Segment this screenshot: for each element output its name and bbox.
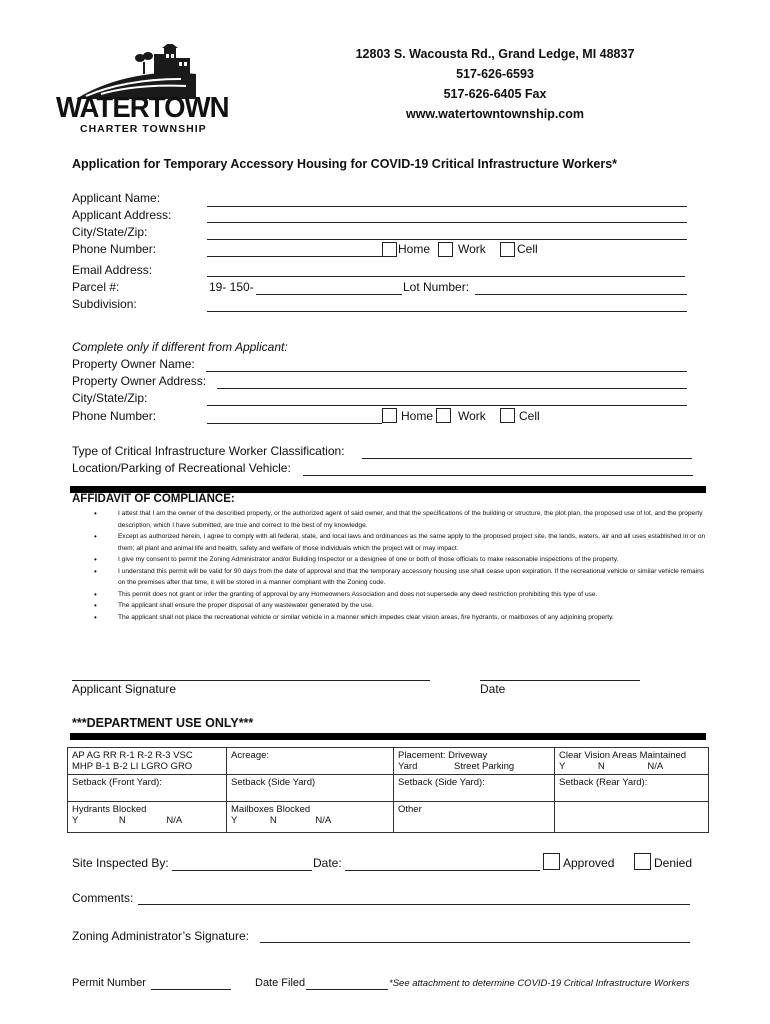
affidavit-item: • The applicant shall not place the recreational vehicle or similar vehicle in a manner which impedes clear vision areas, fire hydrants, or mailboxes of any adjoining property. [92, 612, 712, 624]
placement-street: Street Parking [454, 761, 515, 772]
applicant-city-label: City/State/Zip: [72, 225, 148, 239]
logo-name: WATERTOWN [56, 92, 229, 124]
applicant-cell-label: Cell [517, 242, 538, 256]
owner-name-field[interactable] [206, 371, 687, 372]
h-na: N/A [166, 815, 183, 826]
department-bar [70, 733, 706, 740]
acreage-cell[interactable] [227, 748, 394, 775]
zoning-signature-field[interactable] [260, 942, 690, 943]
subdivision-field[interactable] [207, 311, 687, 312]
affidavit-item: • I give my consent to permit the Zoning Administrator and/or Building Inspector or a designee of one or both of those officials to make reasonable inspections of the property. [92, 554, 712, 566]
setback-rear-label: Setback (Rear Yard): [559, 777, 648, 788]
department-heading: ***DEPARTMENT USE ONLY*** [72, 716, 254, 730]
h-no: N [118, 815, 126, 826]
parcel-field[interactable] [256, 294, 402, 295]
parcel-prefix: 19- 150- [209, 280, 254, 294]
applicant-work-label: Work [458, 242, 486, 256]
form-title: Application for Temporary Accessory Housing for COVID-19 Critical Infrastructure Workers* [72, 157, 618, 171]
placement-line-1: Placement: Driveway [398, 750, 488, 761]
affidavit-bar [70, 486, 706, 493]
applicant-work-checkbox[interactable] [438, 242, 453, 257]
owner-city-field[interactable] [207, 405, 687, 406]
setback-side2-label: Setback (Side Yard): [398, 777, 485, 788]
comments-label: Comments: [72, 891, 134, 905]
applicant-phone-field[interactable] [207, 256, 382, 257]
affidavit-item: • I attest that I am the owner of the described property, or the authorized agent of said owner, and that the specifications of the building or structure, the plot plan, the proposed use of lot, and the property description, which I have submitted, are true and correct to the best of my knowledge. [92, 508, 712, 531]
setback-side2-cell[interactable] [394, 775, 555, 802]
setback-side1-cell[interactable] [227, 775, 394, 802]
header-fax: 517-626-6405 Fax [443, 87, 547, 101]
clear-vision-cell[interactable] [555, 748, 709, 775]
applicant-email-field[interactable] [207, 276, 685, 277]
header-address: 12803 S. Wacousta Rd., Grand Ledge, MI 48837 [355, 47, 635, 61]
acreage-label: Acreage: [231, 750, 270, 761]
setback-side1-label: Setback (Side Yard) [231, 777, 316, 788]
applicant-signature-field[interactable] [72, 680, 430, 681]
placement-yard: Yard [398, 761, 418, 772]
denied-label: Denied [654, 856, 693, 870]
denied-checkbox[interactable] [634, 853, 651, 870]
h-yes: Y [72, 815, 79, 826]
parcel-label: Parcel #: [72, 280, 120, 294]
owner-work-label: Work [458, 409, 486, 423]
zones-line-2: MHP B-1 B-2 LI LGRO GRO [72, 761, 193, 772]
site-inspected-field[interactable] [172, 870, 312, 871]
setback-rear-cell[interactable] [555, 775, 709, 802]
blank-cell[interactable] [555, 802, 709, 833]
owner-address-field[interactable] [217, 388, 687, 389]
owner-cell-label: Cell [519, 409, 540, 423]
lot-number-field[interactable] [475, 294, 687, 295]
cv-na: N/A [647, 761, 664, 772]
permit-number-label: Permit Number [72, 977, 146, 989]
applicant-home-label: Home [398, 242, 431, 256]
hydrants-label: Hydrants Blocked [72, 804, 147, 815]
clear-vision-options [559, 761, 704, 772]
affidavit-heading: AFFIDAVIT OF COMPLIANCE: [72, 493, 235, 505]
owner-phone-field[interactable] [207, 423, 382, 424]
header-contact [330, 44, 660, 124]
applicant-signature-label: Applicant Signature [72, 682, 177, 696]
lot-number-label: Lot Number: [403, 280, 470, 294]
date-filed-field[interactable] [306, 989, 388, 990]
classification-label: Type of Critical Infrastructure Worker Classification: [72, 444, 345, 458]
subdivision-label: Subdivision: [72, 297, 137, 311]
applicant-address-field[interactable] [207, 222, 687, 223]
approved-checkbox[interactable] [543, 853, 560, 870]
affidavit-item: • I understand this permit will be valid for 90 days from the date of approval and that the temporary accessory housing use shall cease upon expiration. If the recreational vehicle or similar vehicle remains on the premises after that time, it will be stored in a manner compliant with the Zoning code. [92, 566, 712, 589]
affidavit-list [92, 508, 712, 623]
cv-yes: Y [559, 761, 566, 772]
other-cell[interactable] [394, 802, 555, 833]
hydrants-cell[interactable] [68, 802, 227, 833]
m-na: N/A [315, 815, 332, 826]
owner-home-checkbox[interactable] [382, 408, 397, 423]
owner-work-checkbox[interactable] [436, 408, 451, 423]
m-yes: Y [231, 815, 238, 826]
applicant-city-field[interactable] [207, 239, 687, 240]
footnote: *See attachment to determine COVID-19 Critical Infrastructure Workers [389, 978, 690, 989]
affidavit-item: • The applicant shall ensure the proper disposal of any wastewater generated by the use. [92, 600, 712, 612]
location-label: Location/Parking of Recreational Vehicle: [72, 461, 291, 475]
owner-name-label: Property Owner Name: [72, 357, 195, 371]
setback-front-cell[interactable] [68, 775, 227, 802]
placement-cell[interactable] [394, 748, 555, 775]
m-no: N [269, 815, 277, 826]
applicant-name-label: Applicant Name: [72, 191, 161, 205]
date-filed-label: Date Filed [255, 977, 306, 989]
cv-no: N [597, 761, 605, 772]
department-table [67, 747, 709, 833]
affidavit-item: • This permit does not grant or infer the granting of approval by any Homeowners Association and does not supersede any deed restriction prohibiting this type of use. [92, 589, 712, 601]
header-website: www.watertowntownship.com [405, 107, 584, 121]
hydrants-options [72, 815, 222, 826]
setback-front-label: Setback (Front Yard): [72, 777, 162, 788]
signature-date-field[interactable] [480, 680, 640, 681]
signature-date-label: Date [480, 682, 506, 696]
affidavit-item: • Except as authorized herein, I agree to comply with all federal, state, and local laws and ordinances as the same apply to the proposed project site, the lands, waters, air and all uses established in or on them; all plant and animal life and health, safety and welfare of those individuals which the project will or may impact. [92, 531, 712, 554]
township-logo [56, 44, 229, 136]
owner-address-label: Property Owner Address: [72, 374, 207, 388]
site-inspected-label: Site Inspected By: [72, 856, 169, 870]
logo-subtitle: CHARTER TOWNSHIP [80, 123, 207, 135]
approved-label: Approved [563, 856, 615, 870]
placement-line-2 [398, 761, 550, 772]
applicant-email-label: Email Address: [72, 263, 153, 277]
inspection-date-label: Date: [313, 856, 342, 870]
other-label: Other [398, 804, 422, 815]
zones-line-1: AP AG RR R-1 R-2 R-3 VSC [72, 750, 193, 761]
applicant-phone-label: Phone Number: [72, 242, 157, 256]
permit-number-field[interactable] [151, 989, 231, 990]
owner-note: Complete only if different from Applicant: [72, 340, 288, 354]
applicant-name-field[interactable] [207, 206, 687, 207]
owner-cell-checkbox[interactable] [500, 408, 515, 423]
mailboxes-cell[interactable] [227, 802, 394, 833]
applicant-address-label: Applicant Address: [72, 208, 172, 222]
mailboxes-label: Mailboxes Blocked [231, 804, 311, 815]
applicant-home-checkbox[interactable] [382, 242, 397, 257]
header-phone: 517-626-6593 [456, 67, 534, 81]
owner-city-label: City/State/Zip: [72, 391, 148, 405]
clear-vision-label: Clear Vision Areas Maintained [559, 750, 687, 761]
mailboxes-options [231, 815, 389, 826]
owner-home-label: Home [401, 409, 434, 423]
location-field[interactable] [303, 475, 693, 476]
zoning-districts-cell[interactable] [68, 748, 227, 775]
inspection-date-field[interactable] [345, 870, 540, 871]
classification-field[interactable] [362, 458, 692, 459]
applicant-cell-checkbox[interactable] [500, 242, 515, 257]
owner-phone-label: Phone Number: [72, 409, 157, 423]
comments-field[interactable] [138, 904, 690, 905]
zoning-signature-label: Zoning Administrator’s Signature: [72, 929, 249, 943]
